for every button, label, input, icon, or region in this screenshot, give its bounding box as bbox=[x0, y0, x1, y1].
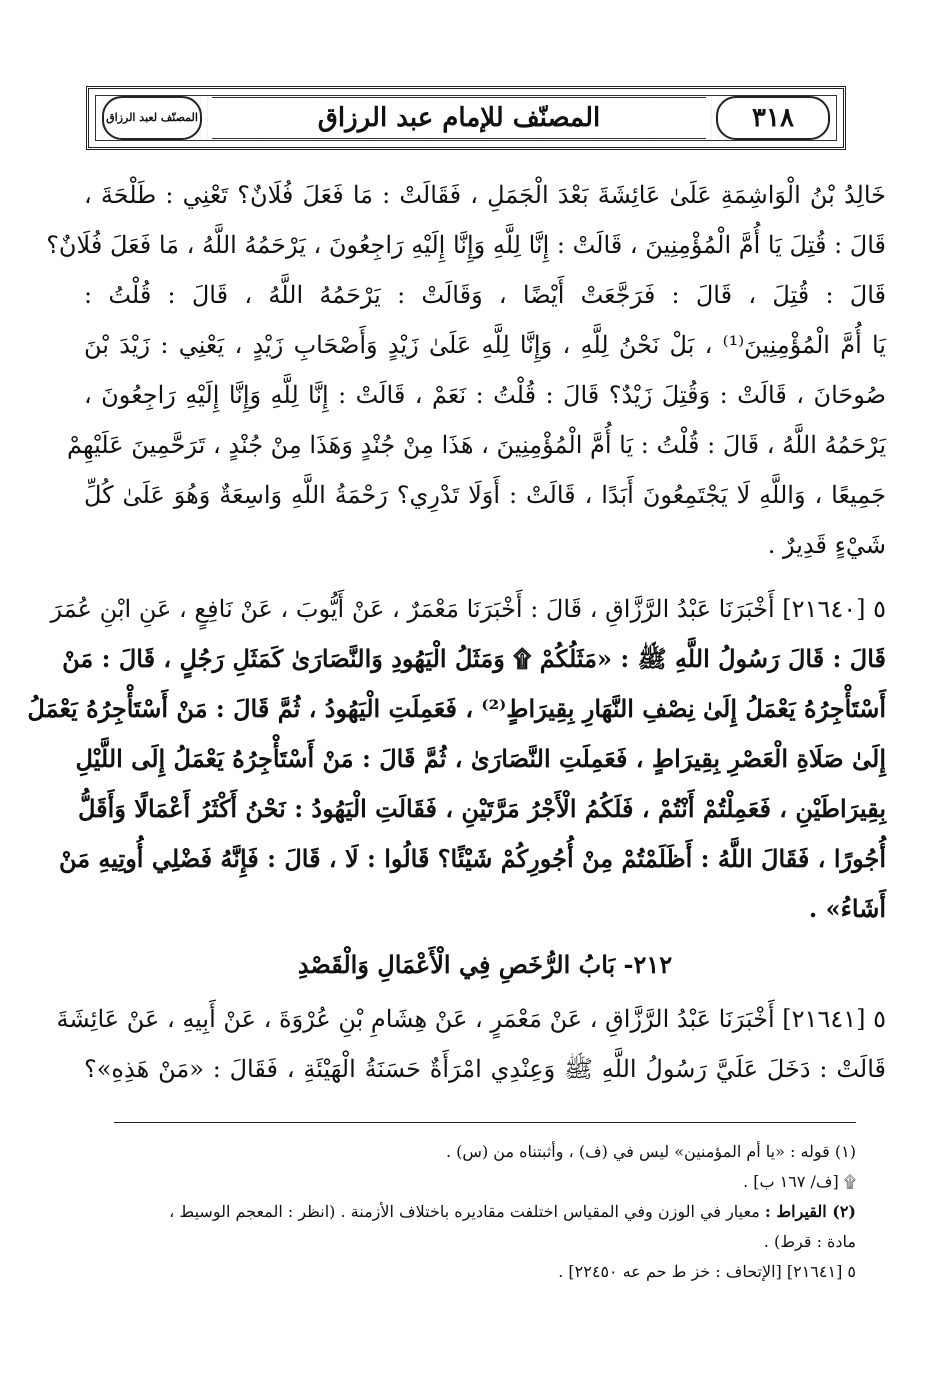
text-line: ٥ [٢١٦٤١] أَخْبَرَنَا عَبْدُ الرَّزَّاقِ ، عَنْ مَعْمَرٍ ، عَنْ هِشَامِ بْنِ عُرْوَةَ ، عَنْ أَبِيهِ ، عَنْ عَائِشَةَ bbox=[56, 1005, 886, 1033]
footnote-2 bbox=[114, 1197, 856, 1227]
text-line: بِقِيرَاطَيْنِ ، فَعَمِلْتُمْ أَنْتُمْ ، فَلَكُمُ الْأَجْرُ مَرَّتَيْنِ ، فَقَالَتِ الْيَهُودُ : نَحْنُ أَكْثَرُ أَعْمَالًا وَأَقَلُّ bbox=[78, 794, 886, 823]
text-line: قَالَ : قُتِلَ ، قَالَ : فَرَجَّعَتْ أَيْضًا ، وَقَالَتْ : يَرْحَمُهُ اللَّهُ ، قَالَ : قُلْتُ : bbox=[84, 281, 886, 309]
text-line: يَا أُمَّ الْمُؤْمِنِينَ⁽¹⁾ ، بَلْ نَحْنُ لِلَّهِ ، وَإِنَّا لِلَّهِ عَلَىٰ زَيْدٍ وَأَصْحَابِ زَيْدٍ ، يَعْنِي : زَيْدَ بْنَ bbox=[84, 331, 886, 359]
text-line: أَسْتَأْجِرُهُ يَعْمَلُ إِلَىٰ نِصْفِ النَّهَارِ بِقِيرَاطٍ⁽²⁾ ، فَعَمِلَتِ الْيَهُودُ ، ثُمَّ قَالَ : مَنْ أَسْتَأْجِرُهُ يَعْمَلُ bbox=[27, 694, 886, 723]
page-header bbox=[86, 86, 846, 150]
footnote-manuscript-marker: ۩ [ف/ ١٦٧ ب] . bbox=[743, 1172, 856, 1191]
text-line: قَالَ : قَالَ رَسُولُ اللَّهِ ﷺ : «مَثَلُكُمْ ۩ وَمَثَلُ الْيَهُودِ وَالنَّصَارَىٰ كَمَثَلِ رَجُلٍ ، قَالَ : مَنْ bbox=[62, 644, 886, 673]
text-line: ٥ [٢١٦٤٠] أَخْبَرَنَا عَبْدُ الرَّزَّاقِ ، قَالَ : أَخْبَرَنَا مَعْمَرٌ ، عَنْ أَيُّوبَ ، عَنْ نَافِعٍ ، عَنِ ابْنِ عُمَرَ bbox=[50, 595, 886, 623]
text-line: جَمِيعًا ، وَاللَّهِ لَا يَجْتَمِعُونَ أَبَدًا ، قَالَتْ : أَوَلَا تَدْرِي؟ رَحْمَةُ اللَّهِ وَاسِعَةٌ وَهُوَ عَلَىٰ كُلِّ bbox=[84, 481, 886, 509]
text-line: صُوحَانَ ، قَالَتْ : وَقُتِلَ زَيْدٌ؟ قَالَ : قُلْتُ : نَعَمْ ، قَالَتْ : إِنَّا لِلَّهِ وَإِنَّا إِلَيْهِ رَاجِعُونَ ، bbox=[84, 381, 886, 409]
paragraph-hadith-21640 bbox=[27, 584, 886, 934]
footnotes bbox=[114, 1122, 856, 1287]
text-line: خَالِدُ بْنُ الْوَاشِمَةِ عَلَىٰ عَائِشَةَ بَعْدَ الْجَمَلِ ، فَقَالَتْ : مَا فَعَلَ فُلَانٌ؟ تَعْنِي : طَلْحَةَ ، bbox=[84, 181, 886, 209]
page-number: ٣١٨ bbox=[716, 96, 830, 140]
footnote-ithaf: ٥ [٢١٦٤١] [الإتحاف : خز ط حم عه ٢٢٤٥٠] . bbox=[558, 1262, 856, 1281]
text-line: قَالَتْ : دَخَلَ عَلَيَّ رَسُولُ اللَّهِ ﷺ وَعِنْدِي امْرَأَةٌ حَسَنَةُ الْهَيْئَةِ ، فَقَالَ : «مَنْ هَذِهِ»؟ bbox=[84, 1055, 886, 1083]
text-line: يَرْحَمُهُ اللَّهُ ، قَالَ : قُلْتُ : يَا أُمَّ الْمُؤْمِنِينَ ، هَذَا مِنْ جُنْدٍ وَهَذَا مِنْ جُنْدٍ ، تَرَحَّمِينَ عَلَيْهِمْ bbox=[67, 431, 886, 459]
book-emblem: المصنّف لعبد الرزاق bbox=[102, 96, 202, 140]
text-line: أَشَاءُ» . bbox=[808, 894, 886, 923]
text-line: إِلَىٰ صَلَاةِ الْعَصْرِ بِقِيرَاطٍ ، فَعَمِلَتِ النَّصَارَىٰ ، ثُمَّ قَالَ : مَنْ أَسْتَأْجِرُهُ يَعْمَلُ إِلَى اللَّيْلِ bbox=[75, 744, 886, 773]
text-line: قَالَ : قُتِلَ يَا أُمَّ الْمُؤْمِنِينَ ، قَالَتْ : إِنَّا لِلَّهِ وَإِنَّا إِلَيْهِ رَاجِعُونَ ، يَرْحَمُهُ اللَّهُ ، مَا فَعَلَ فُلَانٌ؟ bbox=[46, 231, 886, 259]
running-title: المصنّف للإمام عبد الرزاق bbox=[212, 97, 706, 139]
header-frame bbox=[95, 95, 837, 141]
footnote-2-continued: مادة : قرط) . bbox=[763, 1232, 856, 1251]
paragraph-hadith-21641 bbox=[56, 994, 886, 1094]
paragraph-1 bbox=[46, 170, 886, 570]
spacer bbox=[84, 570, 886, 584]
text-line: شَيْءٍ قَدِيرٌ . bbox=[767, 531, 886, 559]
footnote-2-term: (٢) القيراط : bbox=[764, 1202, 856, 1221]
footnote-2-text: معيار في الوزن وفي المقياس اختلفت مقاديره باختلاف الأزمنة . (انظر : المعجم الوسيط ، bbox=[169, 1202, 760, 1221]
footnote-1: (١) قوله : «يا أم المؤمنين» ليس في (ف) ، وأثبتناه من (س) . bbox=[446, 1142, 856, 1161]
chapter-heading: ٢١٢- بَابُ الرُّخَصِ فِي الْأَعْمَالِ وَالْقَصْدِ bbox=[297, 950, 673, 979]
main-text bbox=[27, 170, 886, 1094]
text-line: أُجُورًا ، فَقَالَ اللَّهُ : أَظَلَمْتُمْ مِنْ أُجُورِكُمْ شَيْئًا؟ قَالُوا : لَا ، قَالَ : فَإِنَّهُ فَضْلِي أُوتِيهِ مَنْ bbox=[58, 844, 886, 873]
